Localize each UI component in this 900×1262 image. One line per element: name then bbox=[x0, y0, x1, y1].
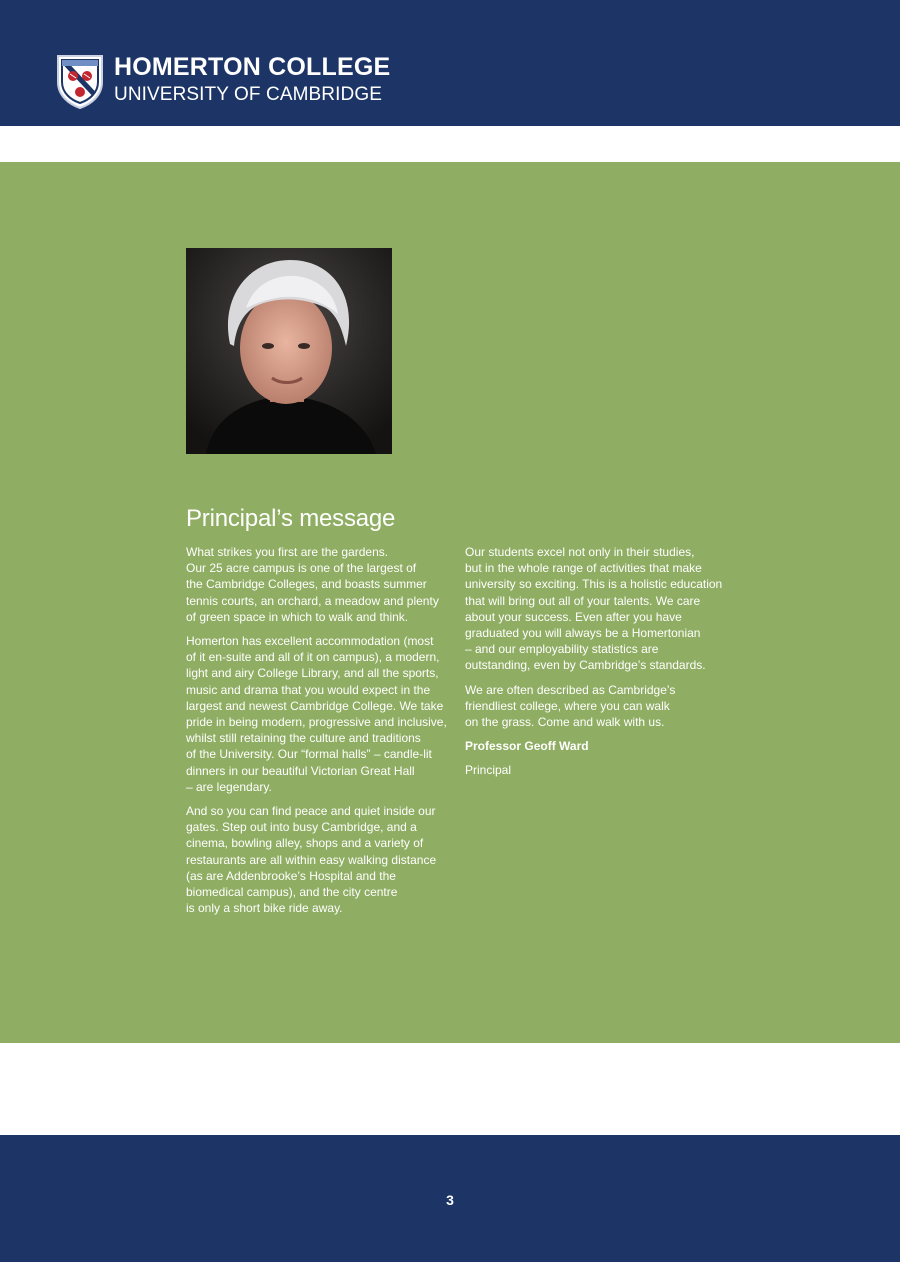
paragraph: And so you can find peace and quiet inside our gates. Step out into busy Cambridge, and a cinema, bowling alley, shops and a variety of restaurants are all within easy walking distance (as are Addenbrooke’s Hospital and the biomedical campus), and the city centre is only a short bike ride away. bbox=[186, 804, 437, 916]
principal-portrait bbox=[186, 248, 392, 454]
university-name: UNIVERSITY OF CAMBRIDGE bbox=[114, 84, 382, 105]
signature-name: Professor Geoff Ward bbox=[465, 739, 589, 754]
paragraph: We are often described as Cambridge’s friendliest college, where you can walk on the grass. Come and walk with us. bbox=[465, 682, 676, 730]
college-name: HOMERTON COLLEGE bbox=[114, 53, 391, 81]
page-number: 3 bbox=[446, 1192, 454, 1208]
paragraph: Homerton has excellent accommodation (most of it en-suite and all of it on campus), a modern, light and airy College Library, and all the sports, music and drama that you would expect in the largest and newest Cambridge College. We take pride in being modern, progressive and inclusive, whilst still retaining the culture and traditions of the University. Our “formal halls” – candle-lit dinners in our beautiful Victorian Great Hall – are legendary. bbox=[186, 634, 447, 794]
paragraph: What strikes you first are the gardens. Our 25 acre campus is one of the largest of the Cambridge Colleges, and boasts summer tennis courts, an orchard, a meadow and plenty of green space in which to walk and think. bbox=[186, 545, 439, 624]
college-crest-icon bbox=[56, 54, 104, 110]
article-column-left bbox=[186, 544, 452, 924]
header-bar bbox=[0, 0, 900, 126]
article-heading: Principal’s message bbox=[186, 505, 396, 532]
article-column-right bbox=[465, 544, 740, 787]
paragraph: Our students excel not only in their studies, but in the whole range of activities that make university so exciting. This is a holistic education that will bring out all of your talents. We care about your success. Even after you have graduated you will always be a Homertonian – and our employability statistics are outstanding, even by Cambridge’s standards. bbox=[465, 545, 723, 673]
signature-role: Principal bbox=[465, 763, 512, 778]
